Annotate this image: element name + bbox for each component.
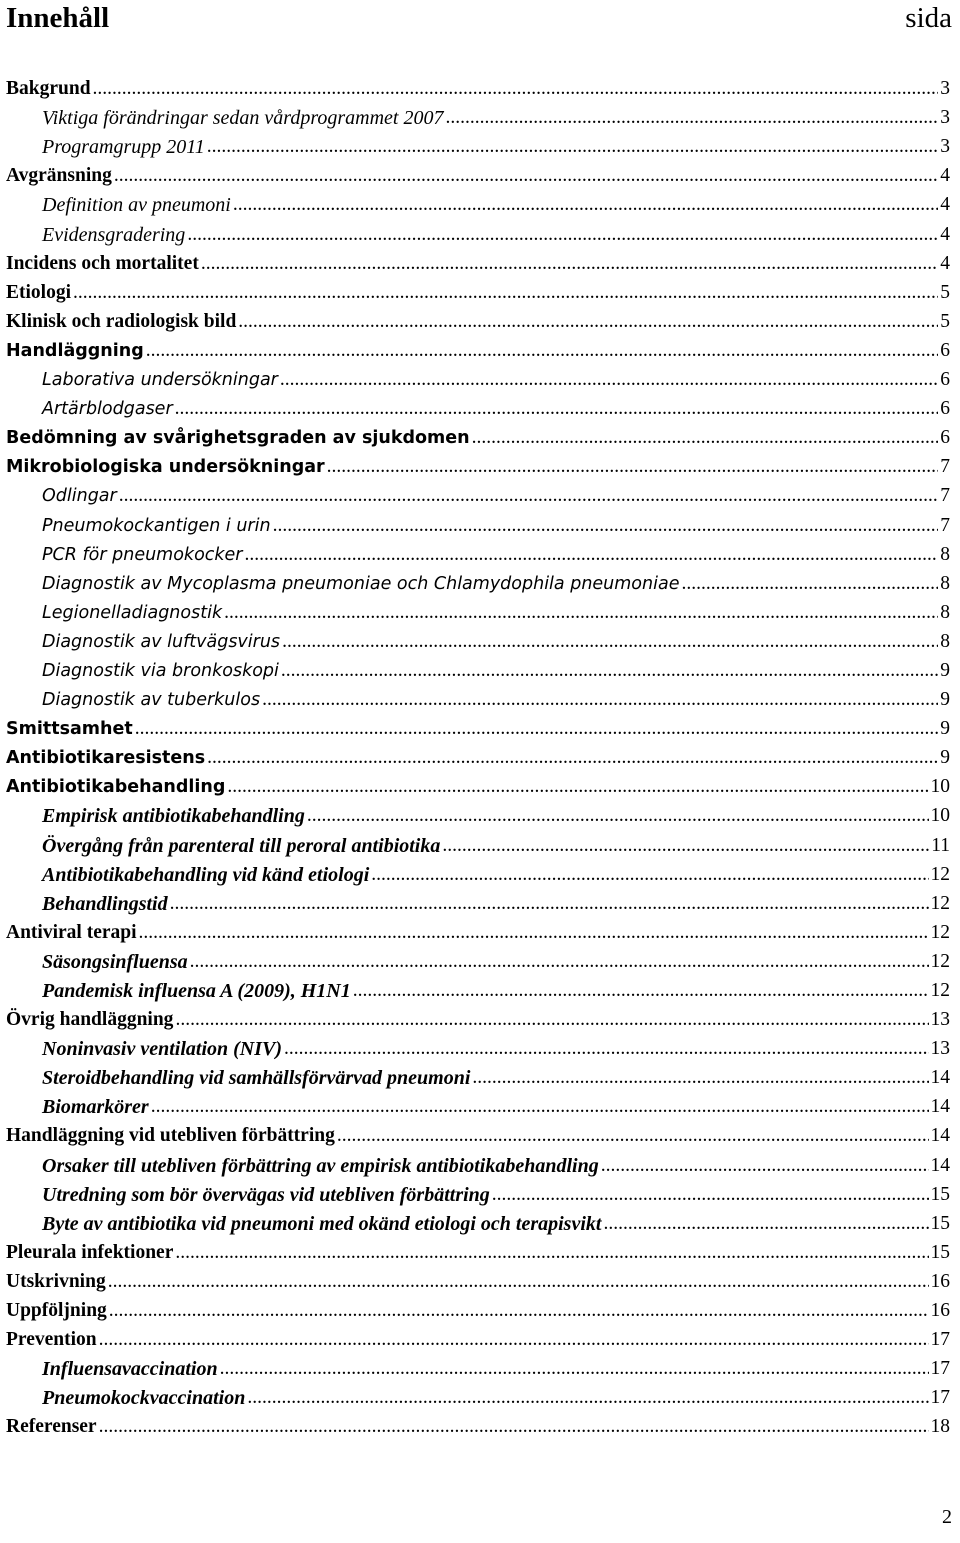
toc-entry-page: 10 — [930, 776, 950, 798]
toc-dot-leader — [353, 979, 929, 1003]
toc-entry-page: 17 — [930, 1387, 950, 1409]
toc-dot-leader — [284, 1037, 928, 1061]
toc-entry[interactable] — [6, 1032, 950, 1061]
toc-dot-leader — [327, 455, 939, 479]
toc-entry[interactable] — [6, 828, 950, 857]
toc-entry-page: 7 — [940, 514, 950, 536]
toc-dot-leader — [282, 630, 938, 654]
toc-entry[interactable] — [6, 1061, 950, 1090]
toc-entry-page: 18 — [930, 1416, 950, 1438]
toc-entry-title: Antibiotikabehandling vid känd etiologi — [42, 863, 370, 886]
toc-entry-title: Handläggning vid utebliven förbättring — [6, 1125, 335, 1147]
toc-dot-leader — [307, 804, 929, 828]
toc-entry-title: Antibiotikabehandling — [6, 777, 226, 798]
toc-entry[interactable] — [6, 159, 950, 188]
toc-entry-page: 15 — [930, 1241, 950, 1263]
toc-entry[interactable] — [6, 799, 950, 828]
toc-dot-leader — [224, 601, 938, 625]
toc-dot-leader — [247, 1386, 928, 1410]
toc-entry-title: PCR för pneumokocker — [42, 544, 243, 565]
toc-dot-leader — [99, 1328, 929, 1352]
toc-entry-page: 9 — [940, 718, 950, 740]
toc-dot-leader — [175, 1008, 928, 1032]
toc-entry-page: 15 — [930, 1212, 950, 1234]
toc-entry-page: 3 — [940, 78, 950, 100]
toc-entry-title: Övergång från parenteral till peroral antibiotika — [42, 834, 441, 857]
toc-entry-page: 6 — [940, 339, 950, 361]
toc-entry-page: 12 — [930, 921, 950, 943]
toc-entry-title: Referenser — [6, 1416, 97, 1438]
toc-entry-title: Diagnostik av tuberkulos — [42, 690, 261, 711]
toc-entry-page: 6 — [940, 369, 950, 391]
page-number: 2 — [942, 1506, 952, 1528]
toc-entry-page: 4 — [940, 194, 950, 216]
toc-entry-page: 12 — [930, 892, 950, 914]
toc-dot-leader — [472, 1066, 928, 1090]
toc-dot-leader — [492, 1183, 929, 1207]
toc-entry-page: 13 — [930, 1038, 950, 1060]
toc-entry[interactable] — [6, 625, 950, 654]
toc-dot-leader — [207, 135, 938, 159]
toc-dot-leader — [273, 514, 939, 538]
toc-entry-title: Influensavaccination — [42, 1358, 218, 1381]
toc-entry-page: 16 — [930, 1270, 950, 1292]
toc-entry-title: Klinisk och radiologisk bild — [6, 310, 237, 332]
toc-dot-leader — [442, 834, 929, 858]
toc-entry[interactable] — [6, 741, 950, 770]
toc-entry[interactable] — [6, 1090, 950, 1119]
toc-entry-page: 4 — [940, 223, 950, 245]
toc-entry-title: Pleurala infektioner — [6, 1241, 174, 1263]
toc-entry-page: 9 — [940, 747, 950, 769]
toc-entry-page: 14 — [930, 1067, 950, 1089]
toc-entry-title: Orsaker till utebliven förbättring av empirisk antibiotikabehandling — [42, 1154, 599, 1177]
toc-header — [6, 0, 952, 40]
toc-entry-page: 14 — [930, 1096, 950, 1118]
toc-dot-leader — [175, 397, 939, 421]
toc-entry[interactable] — [6, 1265, 950, 1294]
toc-heading: Innehåll — [6, 2, 110, 34]
toc-entry-page: 8 — [940, 543, 950, 565]
toc-entry-page: 9 — [940, 659, 950, 681]
toc-entry-title: Programgrupp 2011 — [42, 136, 205, 159]
toc-entry-title: Definition av pneumoni — [42, 194, 231, 217]
toc-entry[interactable] — [6, 1148, 950, 1177]
page-column-label: sida — [905, 2, 952, 34]
toc-dot-leader — [146, 339, 939, 363]
toc-entry[interactable] — [6, 1381, 950, 1410]
toc-entry[interactable] — [6, 887, 950, 916]
toc-entry-title: Biomarkörer — [42, 1096, 149, 1119]
toc-dot-leader — [337, 1124, 929, 1148]
toc-entry[interactable] — [6, 1294, 950, 1323]
toc-entry-page: 8 — [940, 601, 950, 623]
toc-dot-leader — [187, 223, 938, 247]
toc-entry-page: 16 — [930, 1300, 950, 1322]
toc-entry[interactable] — [6, 683, 950, 712]
toc-entry[interactable] — [6, 72, 950, 101]
toc-entry[interactable] — [6, 1236, 950, 1265]
toc-entry-title: Bedömning av svårighetsgraden av sjukdomen — [6, 428, 470, 449]
toc-entry[interactable] — [6, 596, 950, 625]
toc-entry-page: 5 — [940, 281, 950, 303]
toc-dot-leader — [371, 863, 928, 887]
toc-dot-leader — [99, 1415, 929, 1439]
toc-entry[interactable] — [6, 567, 950, 596]
toc-entry[interactable] — [6, 363, 950, 392]
toc-entry[interactable] — [6, 334, 950, 363]
toc-dot-leader — [109, 1299, 929, 1323]
toc-dot-leader — [114, 164, 938, 188]
toc-entry-page: 7 — [940, 456, 950, 478]
toc-entry[interactable] — [6, 217, 950, 246]
toc-dot-leader — [93, 77, 939, 101]
toc-dot-leader — [262, 688, 938, 712]
toc-entry-page: 8 — [940, 572, 950, 594]
toc-entry-page: 14 — [930, 1125, 950, 1147]
toc-entry-title: Empirisk antibiotikabehandling — [42, 805, 305, 828]
toc-entry[interactable] — [6, 1178, 950, 1207]
toc-dot-leader — [603, 1212, 928, 1236]
toc-dot-leader — [245, 543, 939, 567]
toc-entry-page: 15 — [930, 1183, 950, 1205]
toc-dot-leader — [170, 892, 929, 916]
toc-entry-page: 13 — [930, 1009, 950, 1031]
toc-entry[interactable] — [6, 276, 950, 305]
toc-entry-title: Antibiotikaresistens — [6, 748, 206, 769]
toc-dot-leader — [73, 281, 938, 305]
toc-entry[interactable] — [6, 450, 950, 479]
toc-entry[interactable] — [6, 1119, 950, 1148]
toc-entry-title: Smittsamhet — [6, 719, 133, 740]
toc-entry-title: Avgränsning — [6, 165, 112, 187]
toc-entry-title: Diagnostik av Mycoplasma pneumoniae och Chlamydophila pneumoniae — [42, 573, 680, 594]
toc-entry[interactable] — [6, 479, 950, 508]
toc-entry-title: Behandlingstid — [42, 892, 168, 915]
toc-entry-title: Mikrobiologiska undersökningar — [6, 457, 325, 478]
toc-entry-title: Diagnostik via bronkoskopi — [42, 660, 279, 681]
toc-entry-page: 12 — [930, 950, 950, 972]
toc-dot-leader — [207, 746, 938, 770]
toc-dot-leader — [681, 572, 938, 596]
toc-dot-leader — [151, 1095, 929, 1119]
toc-entry-title: Pandemisk influensa A (2009), H1N1 — [42, 980, 351, 1002]
toc-dot-leader — [119, 484, 939, 508]
toc-entry-page: 5 — [940, 310, 950, 332]
toc-entry-page: 11 — [931, 834, 950, 856]
toc-entry-page: 3 — [940, 107, 950, 129]
toc-entry-title: Handläggning — [6, 340, 144, 361]
toc-entry[interactable] — [6, 130, 950, 159]
toc-entry[interactable] — [6, 916, 950, 945]
toc-entry-title: Diagnostik av luftvägsvirus — [42, 631, 281, 652]
toc-entry-page: 7 — [940, 485, 950, 507]
toc-dot-leader — [227, 775, 928, 799]
toc-entry[interactable] — [6, 421, 950, 450]
toc-entry-title: Pneumokockantigen i urin — [42, 515, 271, 536]
toc-entry[interactable] — [6, 1410, 950, 1439]
toc-dot-leader — [445, 106, 938, 130]
toc-entry-page: 9 — [940, 689, 950, 711]
toc-entry-title: Legionelladiagnostik — [42, 602, 223, 623]
toc-dot-leader — [175, 1241, 928, 1265]
toc-entry-title: Utskrivning — [6, 1270, 106, 1292]
toc-entry-title: Noninvasiv ventilation (NIV) — [42, 1038, 283, 1061]
toc-entry-title: Evidensgradering — [42, 223, 186, 246]
toc-entry-page: 17 — [930, 1358, 950, 1380]
toc-entry[interactable] — [6, 712, 950, 741]
toc-entry-title: Antiviral terapi — [6, 921, 137, 943]
toc-entry-page: 14 — [930, 1154, 950, 1176]
toc-entry-page: 12 — [930, 863, 950, 885]
toc-entry-page: 8 — [940, 630, 950, 652]
toc-entry-page: 4 — [940, 252, 950, 274]
toc-entry-title: Säsongsinfluensa — [42, 950, 188, 973]
toc-entry-page: 4 — [940, 165, 950, 187]
table-of-contents — [6, 72, 950, 1439]
toc-entry-title: Bakgrund — [6, 78, 91, 100]
toc-entry-page: 17 — [930, 1329, 950, 1351]
toc-entry-title: Prevention — [6, 1329, 97, 1351]
toc-entry-title: Laborativa undersökningar — [42, 370, 278, 391]
toc-entry[interactable] — [6, 392, 950, 421]
toc-entry-title: Övrig handläggning — [6, 1009, 174, 1031]
toc-entry-title: Etiologi — [6, 281, 72, 303]
toc-entry[interactable] — [6, 305, 950, 334]
toc-entry[interactable] — [6, 508, 950, 537]
toc-entry-title: Artärblodgaser — [42, 399, 173, 420]
toc-dot-leader — [220, 1357, 929, 1381]
toc-entry[interactable] — [6, 1352, 950, 1381]
toc-entry[interactable] — [6, 538, 950, 567]
toc-dot-leader — [233, 193, 938, 217]
toc-entry[interactable] — [6, 247, 950, 276]
toc-dot-leader — [280, 368, 938, 392]
toc-dot-leader — [135, 717, 939, 741]
toc-entry-title: Byte av antibiotika vid pneumoni med okänd etiologi och terapisvikt — [42, 1212, 602, 1235]
toc-entry[interactable] — [6, 188, 950, 217]
toc-entry[interactable] — [6, 770, 950, 799]
toc-dot-leader — [238, 310, 938, 334]
toc-entry-title: Steroidbehandling vid samhällsförvärvad pneumoni — [42, 1067, 471, 1090]
toc-entry-page: 3 — [940, 136, 950, 158]
toc-dot-leader — [190, 950, 929, 974]
toc-entry[interactable] — [6, 1323, 950, 1352]
toc-entry[interactable] — [6, 945, 950, 974]
toc-dot-leader — [472, 426, 939, 450]
toc-entry-page: 6 — [940, 398, 950, 420]
toc-entry[interactable] — [6, 101, 950, 130]
toc-dot-leader — [108, 1270, 929, 1294]
toc-entry[interactable] — [6, 1003, 950, 1032]
toc-entry[interactable] — [6, 1207, 950, 1236]
toc-entry[interactable] — [6, 654, 950, 683]
toc-entry[interactable] — [6, 858, 950, 887]
toc-dot-leader — [281, 659, 938, 683]
toc-entry-title: Uppföljning — [6, 1300, 107, 1322]
toc-entry-title: Incidens och mortalitet — [6, 252, 199, 274]
toc-dot-leader — [139, 921, 929, 945]
toc-entry-page: 6 — [940, 427, 950, 449]
toc-entry-title: Odlingar — [42, 486, 117, 507]
toc-entry-page: 10 — [930, 805, 950, 827]
toc-entry-title: Pneumokockvaccination — [42, 1387, 246, 1410]
toc-dot-leader — [201, 252, 938, 276]
toc-entry-title: Utredning som bör övervägas vid utebliven förbättring — [42, 1183, 490, 1206]
toc-dot-leader — [601, 1154, 929, 1178]
toc-entry-title: Viktiga förändringar sedan vårdprogrammet 2007 — [42, 107, 444, 130]
toc-entry-page: 12 — [930, 980, 950, 1001]
toc-entry[interactable] — [6, 974, 950, 1003]
